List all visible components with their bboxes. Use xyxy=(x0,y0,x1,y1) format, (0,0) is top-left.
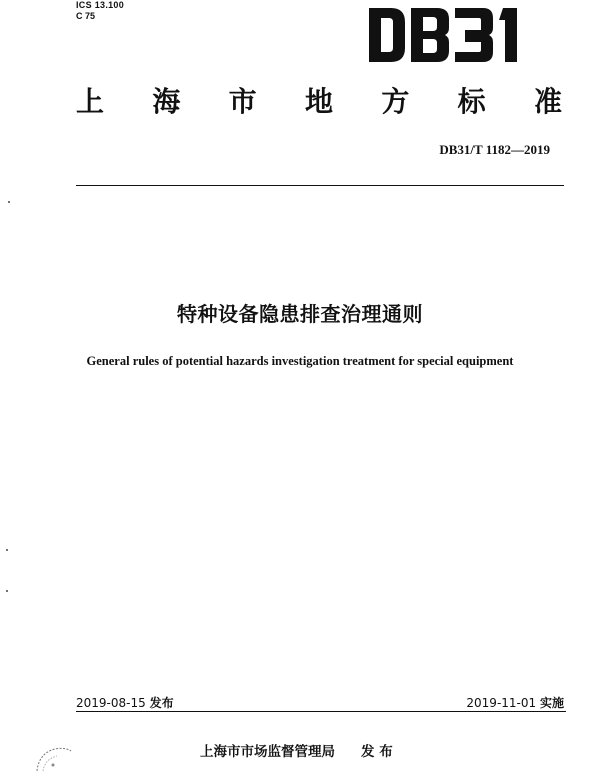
publisher-line xyxy=(200,740,393,760)
issue-date xyxy=(76,694,174,711)
authority-char: 地 xyxy=(304,85,333,118)
standard-code: DB31/T 1182—2019 xyxy=(439,142,550,157)
authority-title xyxy=(76,80,562,124)
issue-date-value: 2019-08-15 xyxy=(76,696,146,710)
footer-divider xyxy=(76,711,566,712)
document-title-en: General rules of potential hazards investigation treatment for special equipment xyxy=(86,354,514,368)
publisher-name: 上海市市场监督管理局 xyxy=(200,744,335,760)
authority-char: 海 xyxy=(152,85,181,118)
authority-char: 准 xyxy=(533,85,562,118)
authority-char: 市 xyxy=(228,85,257,118)
authority-char: 标 xyxy=(457,85,486,118)
header-divider xyxy=(76,185,564,186)
scan-speck xyxy=(6,549,8,551)
authority-char: 上 xyxy=(76,85,105,118)
implementation-date xyxy=(466,694,564,711)
authority-char: 方 xyxy=(381,85,410,118)
ccs-code: C 75 xyxy=(76,11,96,21)
publisher-action: 发 布 xyxy=(361,744,393,760)
seal-stamp-icon xyxy=(33,745,73,772)
document-title-zh: 特种设备隐患排查治理通则 xyxy=(177,302,423,326)
scan-speck xyxy=(8,201,10,203)
db31-logo xyxy=(367,4,533,66)
implementation-date-value: 2019-11-01 xyxy=(466,696,537,710)
scan-speck xyxy=(6,590,8,592)
ics-code: ICS 13.100 xyxy=(76,0,125,10)
implementation-date-label: 实施 xyxy=(539,696,564,710)
issue-date-label: 发布 xyxy=(149,696,174,710)
